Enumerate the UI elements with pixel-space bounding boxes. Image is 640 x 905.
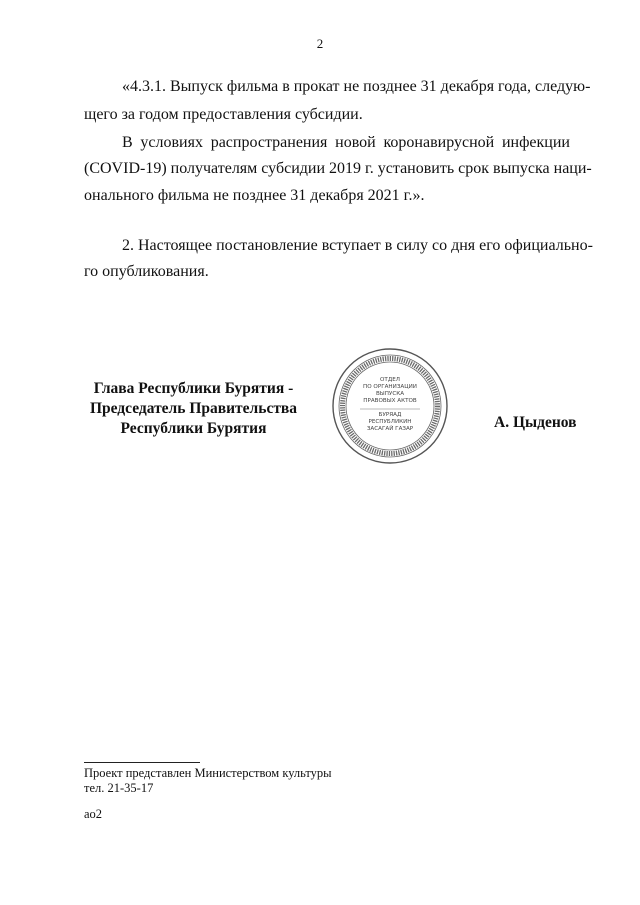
signatory-title-line-3: Республики Бурятия [120,420,267,437]
paragraph-1-line-1: «4.3.1. Выпуск фильма в прокат не позднее 31 декабря года, следую- [122,78,591,95]
official-stamp [330,346,450,466]
footer-code: ао2 [84,807,103,821]
stamp-line-6: РЕСПУБЛИКИН [368,419,412,425]
footer-presented-by: Проект представлен Министерством культуры [84,766,332,780]
page-number: 2 [316,36,324,51]
stamp-line-7: ЗАСАГАЙ ГАЗАР [366,426,414,432]
signatory-title-line-2: Председатель Правительства [89,400,298,417]
stamp-line-5: БУРЯАД [378,412,402,418]
paragraph-2-line-3: онального фильма не позднее 31 декабря 2021 г.». [84,187,425,204]
paragraph-1-line-2: щего за годом предоставления субсидии. [84,106,363,123]
paragraph-2-line-1: В условиях распространения новой коронавирусной инфекции [122,134,570,151]
signer-name: А. Цыденов [494,414,577,431]
paragraph-3-line-1: 2. Настоящее постановление вступает в силу со дня его официально- [122,237,593,254]
signatory-title-line-1: Глава Республики Бурятия - [93,380,294,397]
stamp-line-4: ПРАВОВЫХ АКТОВ [363,398,417,404]
signatory-title [70,379,317,439]
footnote-divider [84,762,200,763]
paragraph-2-line-2: (COVID-19) получателям субсидии 2019 г. установить срок выпуска наци- [84,160,592,177]
stamp-line-1: ОТДЕЛ [380,377,400,383]
footer-phone: тел. 21-35-17 [84,781,154,795]
stamp-line-2: ПО ОРГАНИЗАЦИИ [363,384,417,390]
paragraph-3-line-2: го опубликования. [84,263,209,280]
stamp-line-3: ВЫПУСКА [375,391,405,397]
